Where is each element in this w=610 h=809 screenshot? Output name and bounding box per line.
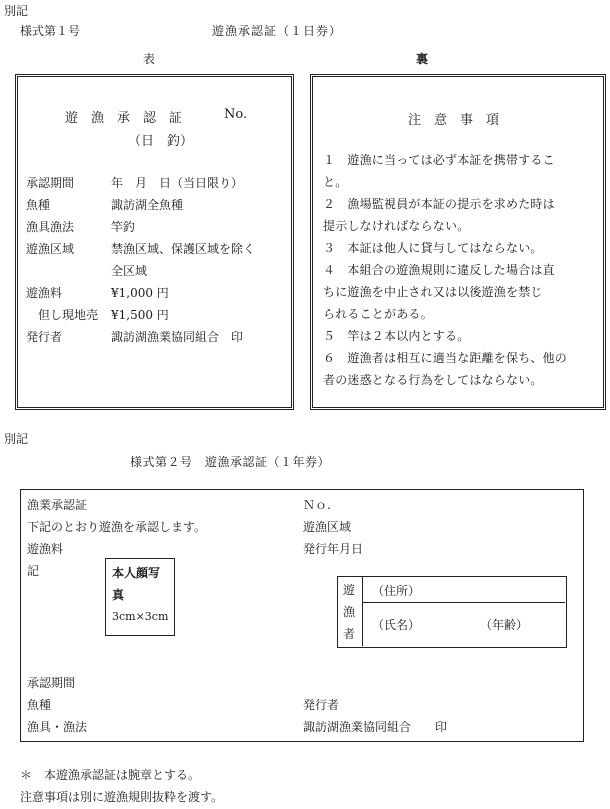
front-row-gear [26,218,135,235]
card2-area-label: 遊漁区域 [303,520,352,534]
footer-note-armband: ＊ 本遊漁承認証は腕章とする。 [20,768,201,782]
card2-approval-text: 下記のとおり遊漁を承認します。 [27,520,207,534]
front-row-value: 諏訪湖漁業協同組合 印 [111,330,244,344]
annex-label-2: 別記 [4,432,29,446]
notice-line: ４ 本組合の遊漁規則に違反した場合は直 [323,263,555,277]
angler-heading-char: 漁 [343,605,356,619]
front-row-value: 年 月 日（当日限り） [111,176,244,190]
annual-card [20,489,584,742]
notice-line: ちに遊漁を中止され又は以後遊漁を禁じ [323,285,543,299]
notice-line: と。 [323,175,348,189]
front-row-label: 承認期間 [26,176,75,190]
card2-period-label: 承認期間 [27,676,76,690]
form-title-1: 遊漁承認証（１日券） [212,24,343,38]
front-row-species [26,196,183,213]
front-card [15,74,294,410]
front-row-area [26,240,255,257]
back-card-title: 注 意 事 項 [408,113,500,128]
angler-heading-char: 遊 [343,583,356,597]
photo-label-cont: 真 [112,588,125,602]
card2-note-label: 記 [27,564,40,578]
front-row-area-cont [26,262,147,279]
angler-heading-char: 者 [343,627,356,641]
card2-issuer-label: 発行者 [303,698,340,712]
notice-line: ２ 漁場監視員が本証の提示を求めた時は [323,197,555,211]
front-row-label: 但し現地売 [26,308,99,322]
angler-age-label: （年齢） [480,618,529,632]
angler-name-label: （氏名） [372,618,421,632]
front-row-value: ¥1,000 円 [111,286,169,300]
form-number-1: 様式第１号 [20,24,81,38]
front-row-label: 発行者 [26,330,63,344]
back-card [310,74,606,410]
notice-line: 者の迷惑となる行為をしてはならない。 [323,373,543,387]
form-title-2: 様式第２号 遊漁承認証（１年券） [130,455,331,469]
angler-address-label: （住所） [372,584,421,598]
back-label: 裏 [416,52,429,66]
front-row-value: 竿釣 [111,220,136,234]
angler-box-divider [362,577,363,646]
front-row-value: 禁漁区域、保護区域を除く [111,242,256,256]
card2-issue-date-label: 発行年月日 [303,542,364,556]
photo-size: 3cm×3cm [112,610,169,623]
front-row-issuer [26,328,243,345]
card2-species-label: 魚種 [27,698,52,712]
front-row-onsite-fee [26,306,169,323]
annex-label-1: 別記 [4,4,29,18]
photo-label: 本人顔写 [112,566,161,580]
angler-box-row-divider [362,602,565,603]
notice-line: ５ 竿は２本以内とする。 [323,329,470,343]
card2-title: 漁業承認証 [27,498,88,512]
front-card-subtitle: （日 釣） [128,134,194,149]
notice-line: １ 遊漁に当っては必ず本証を携帯するこ [323,153,555,167]
front-row-value: ¥1,500 円 [111,308,169,322]
front-row-label: 遊漁区域 [26,242,75,256]
footer-note-rules: 注意事項は別に遊漁規則抜粋を渡す。 [20,790,224,804]
front-row-value: 全区域 [111,264,148,278]
notice-line: られることがある。 [323,307,433,321]
front-row-label: 遊漁料 [26,286,63,300]
front-row-value: 諏訪湖全魚種 [111,198,184,212]
angler-info-box [337,576,567,648]
front-card-title: 遊 漁 承 認 証 [65,111,183,126]
notice-line: 提示しなければならない。 [323,219,470,233]
notice-line: ６ 遊漁者は相互に適当な距離を保ち、他の [323,351,568,365]
card2-fee-label: 遊漁料 [27,542,64,556]
front-card-number: No. [224,107,248,122]
front-label: 表 [143,52,156,66]
notice-line: ３ 本証は他人に貸与してはならない。 [323,241,543,255]
card2-gear-label: 漁具・漁法 [27,720,88,734]
front-row-label: 漁具漁法 [26,220,75,234]
card2-number: Ｎｏ. [303,498,331,512]
photo-placeholder [105,558,175,636]
card2-issuer-name: 諏訪湖漁業協同組合 印 [303,720,448,734]
front-row-fee [26,284,169,301]
front-row-label: 魚種 [26,198,51,212]
front-row-period [26,174,243,191]
